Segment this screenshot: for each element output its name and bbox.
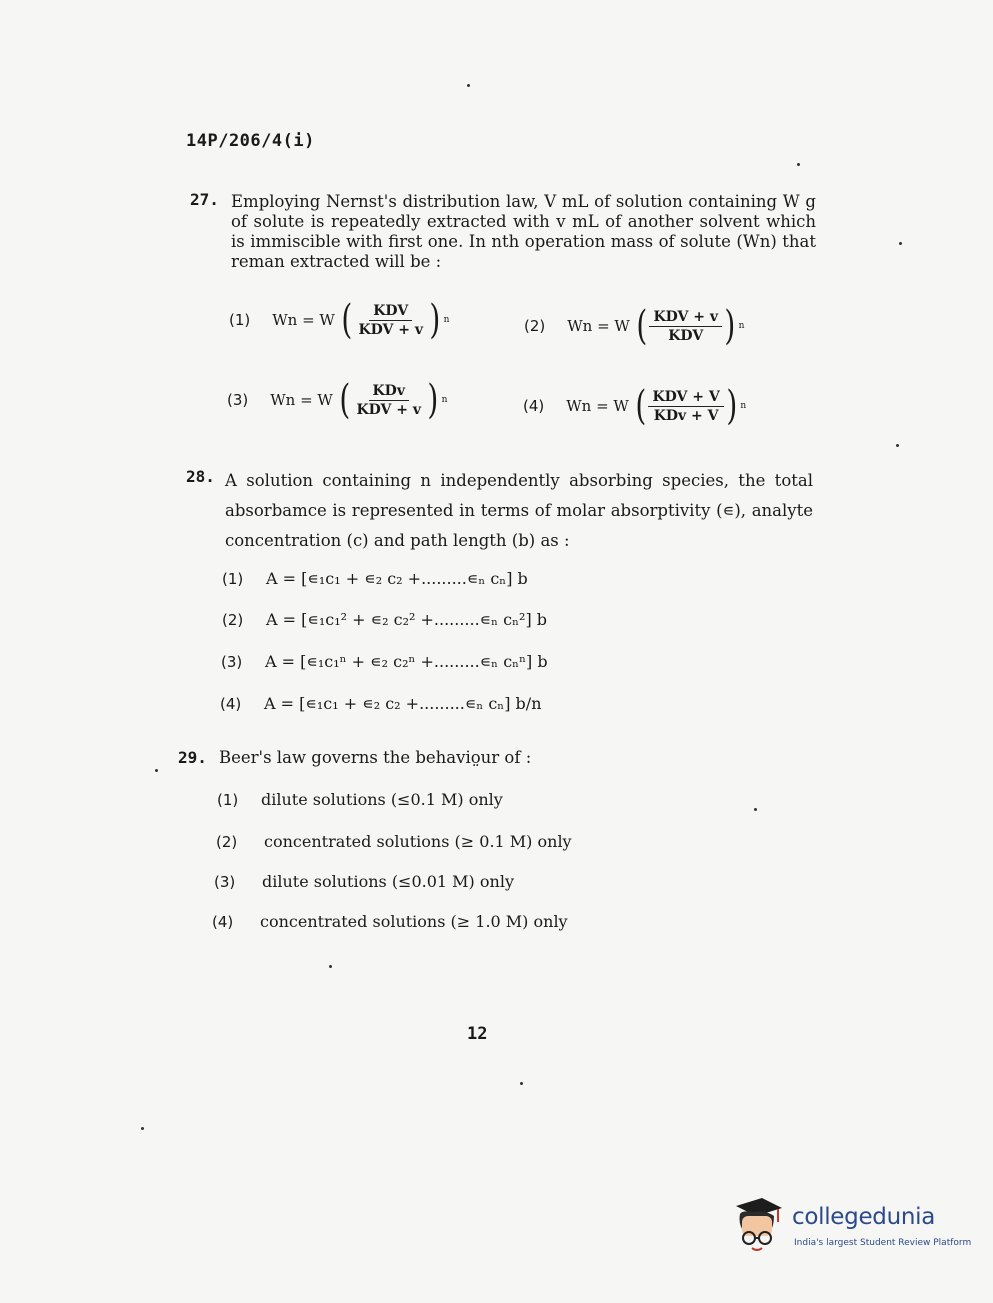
q29-number: 29. bbox=[178, 748, 207, 767]
option-lhs: Wn = W bbox=[272, 311, 335, 329]
option-label: (4) bbox=[212, 913, 234, 931]
scan-speck bbox=[520, 1082, 523, 1085]
q28-number: 28. bbox=[186, 467, 215, 486]
q27-option-4: (4) Wn = W ( $\frac{\text{KDV + V}}{\text{KDv + V}}$ ) n bbox=[523, 383, 747, 429]
fraction-numerator: KDV + V bbox=[648, 389, 723, 407]
q29-option-1 bbox=[217, 790, 503, 809]
option-label: (4) bbox=[220, 695, 242, 713]
option-label: (2) bbox=[524, 317, 546, 335]
student-mascot-icon bbox=[732, 1196, 792, 1256]
fraction-denominator: KDV + v bbox=[358, 321, 424, 338]
option-label: (4) bbox=[523, 397, 545, 415]
exponent: n bbox=[441, 395, 448, 405]
brand-name: collegedunia bbox=[792, 1204, 936, 1230]
fraction-numerator: KDV bbox=[369, 303, 412, 321]
q28-option-1 bbox=[222, 569, 528, 588]
scan-speck bbox=[899, 242, 902, 245]
option-text: dilute solutions (≤0.01 M) only bbox=[262, 872, 514, 891]
option-text: A = [∊₁c₁ⁿ + ∊₂ c₂ⁿ +.........∊ₙ cₙⁿ] b bbox=[265, 652, 548, 671]
option-label: (2) bbox=[216, 833, 238, 851]
scan-speck bbox=[754, 808, 757, 811]
option-label: (3) bbox=[221, 653, 243, 671]
scan-speck bbox=[896, 444, 899, 447]
paper-code: 14P/206/4(i) bbox=[186, 131, 315, 151]
option-text: concentrated solutions (≥ 0.1 M) only bbox=[264, 832, 572, 851]
option-text: A = [∊₁c₁ + ∊₂ c₂ +.........∊ₙ cₙ] b bbox=[266, 569, 528, 588]
option-label: (3) bbox=[227, 391, 249, 409]
scan-speck bbox=[155, 769, 158, 772]
option-label: (2) bbox=[222, 611, 244, 629]
q29-option-4 bbox=[212, 912, 568, 931]
scan-speck bbox=[141, 1127, 144, 1130]
option-lhs: Wn = W bbox=[270, 391, 333, 409]
q27-option-2: (2) Wn = W ( $\frac{\text{KDV + v}}{\text{KDV}}$ ) n bbox=[524, 303, 745, 349]
fraction-denominator: KDV bbox=[668, 327, 704, 344]
fraction-denominator: KDv + V bbox=[653, 407, 719, 424]
q29-text: Beer's law governs the behavio̤ur of : bbox=[219, 748, 532, 767]
q28-option-2 bbox=[222, 610, 547, 629]
option-label: (3) bbox=[214, 873, 236, 891]
option-text: concentrated solutions (≥ 1.0 M) only bbox=[260, 912, 568, 931]
collegedunia-watermark bbox=[732, 1196, 972, 1256]
option-lhs: Wn = W bbox=[567, 317, 630, 335]
exponent: n bbox=[738, 321, 745, 331]
q29-option-3 bbox=[214, 872, 514, 891]
q27-option-3: (3) Wn = W ( $\frac{\text{KDv}}{\text{KDV + v}}$ ) n bbox=[227, 377, 448, 423]
scan-speck bbox=[797, 163, 800, 166]
q27-option-1: (1) Wn = W ( $\frac{\text{KDV}}{\text{KDV + v}}$ ) n bbox=[229, 297, 450, 343]
option-label: (1) bbox=[217, 791, 239, 809]
scan-speck bbox=[467, 84, 470, 87]
q27-text: Employing Nernst's distribution law, V mL of solution containing W g of solute is repeatedly extracted with v mL of another solvent which is immiscible with first one. In nth operation mass of solute (Wn) that reman extracted will be : bbox=[231, 192, 816, 271]
q29-option-2 bbox=[216, 832, 572, 851]
exponent: n bbox=[443, 315, 450, 325]
fraction-numerator: KDV + v bbox=[649, 309, 722, 327]
q28-text: A solution containing n independently absorbing species, the total absorbamce is represented in terms of molar absorptivity (∊), analyte concentration (c) and path length (b) as : bbox=[225, 471, 813, 550]
scan-speck bbox=[329, 965, 332, 968]
q28-option-4 bbox=[220, 694, 542, 713]
fraction-numerator: KDv bbox=[369, 383, 409, 401]
q27-number: 27. bbox=[190, 190, 219, 209]
page-number: 12 bbox=[467, 1024, 488, 1044]
option-text: dilute solutions (≤0.1 M) only bbox=[261, 790, 503, 809]
fraction-denominator: KDV + v bbox=[356, 401, 422, 418]
brand-tagline: India's largest Student Review Platform bbox=[794, 1238, 972, 1248]
exponent: n bbox=[740, 401, 747, 411]
option-text: A = [∊₁c₁ + ∊₂ c₂ +.........∊ₙ cₙ] b/n bbox=[264, 694, 542, 713]
option-lhs: Wn = W bbox=[566, 397, 629, 415]
option-label: (1) bbox=[229, 311, 251, 329]
option-text: A = [∊₁c₁² + ∊₂ c₂² +.........∊ₙ cₙ²] b bbox=[266, 610, 548, 629]
q28-option-3 bbox=[221, 652, 548, 671]
option-label: (1) bbox=[222, 570, 244, 588]
